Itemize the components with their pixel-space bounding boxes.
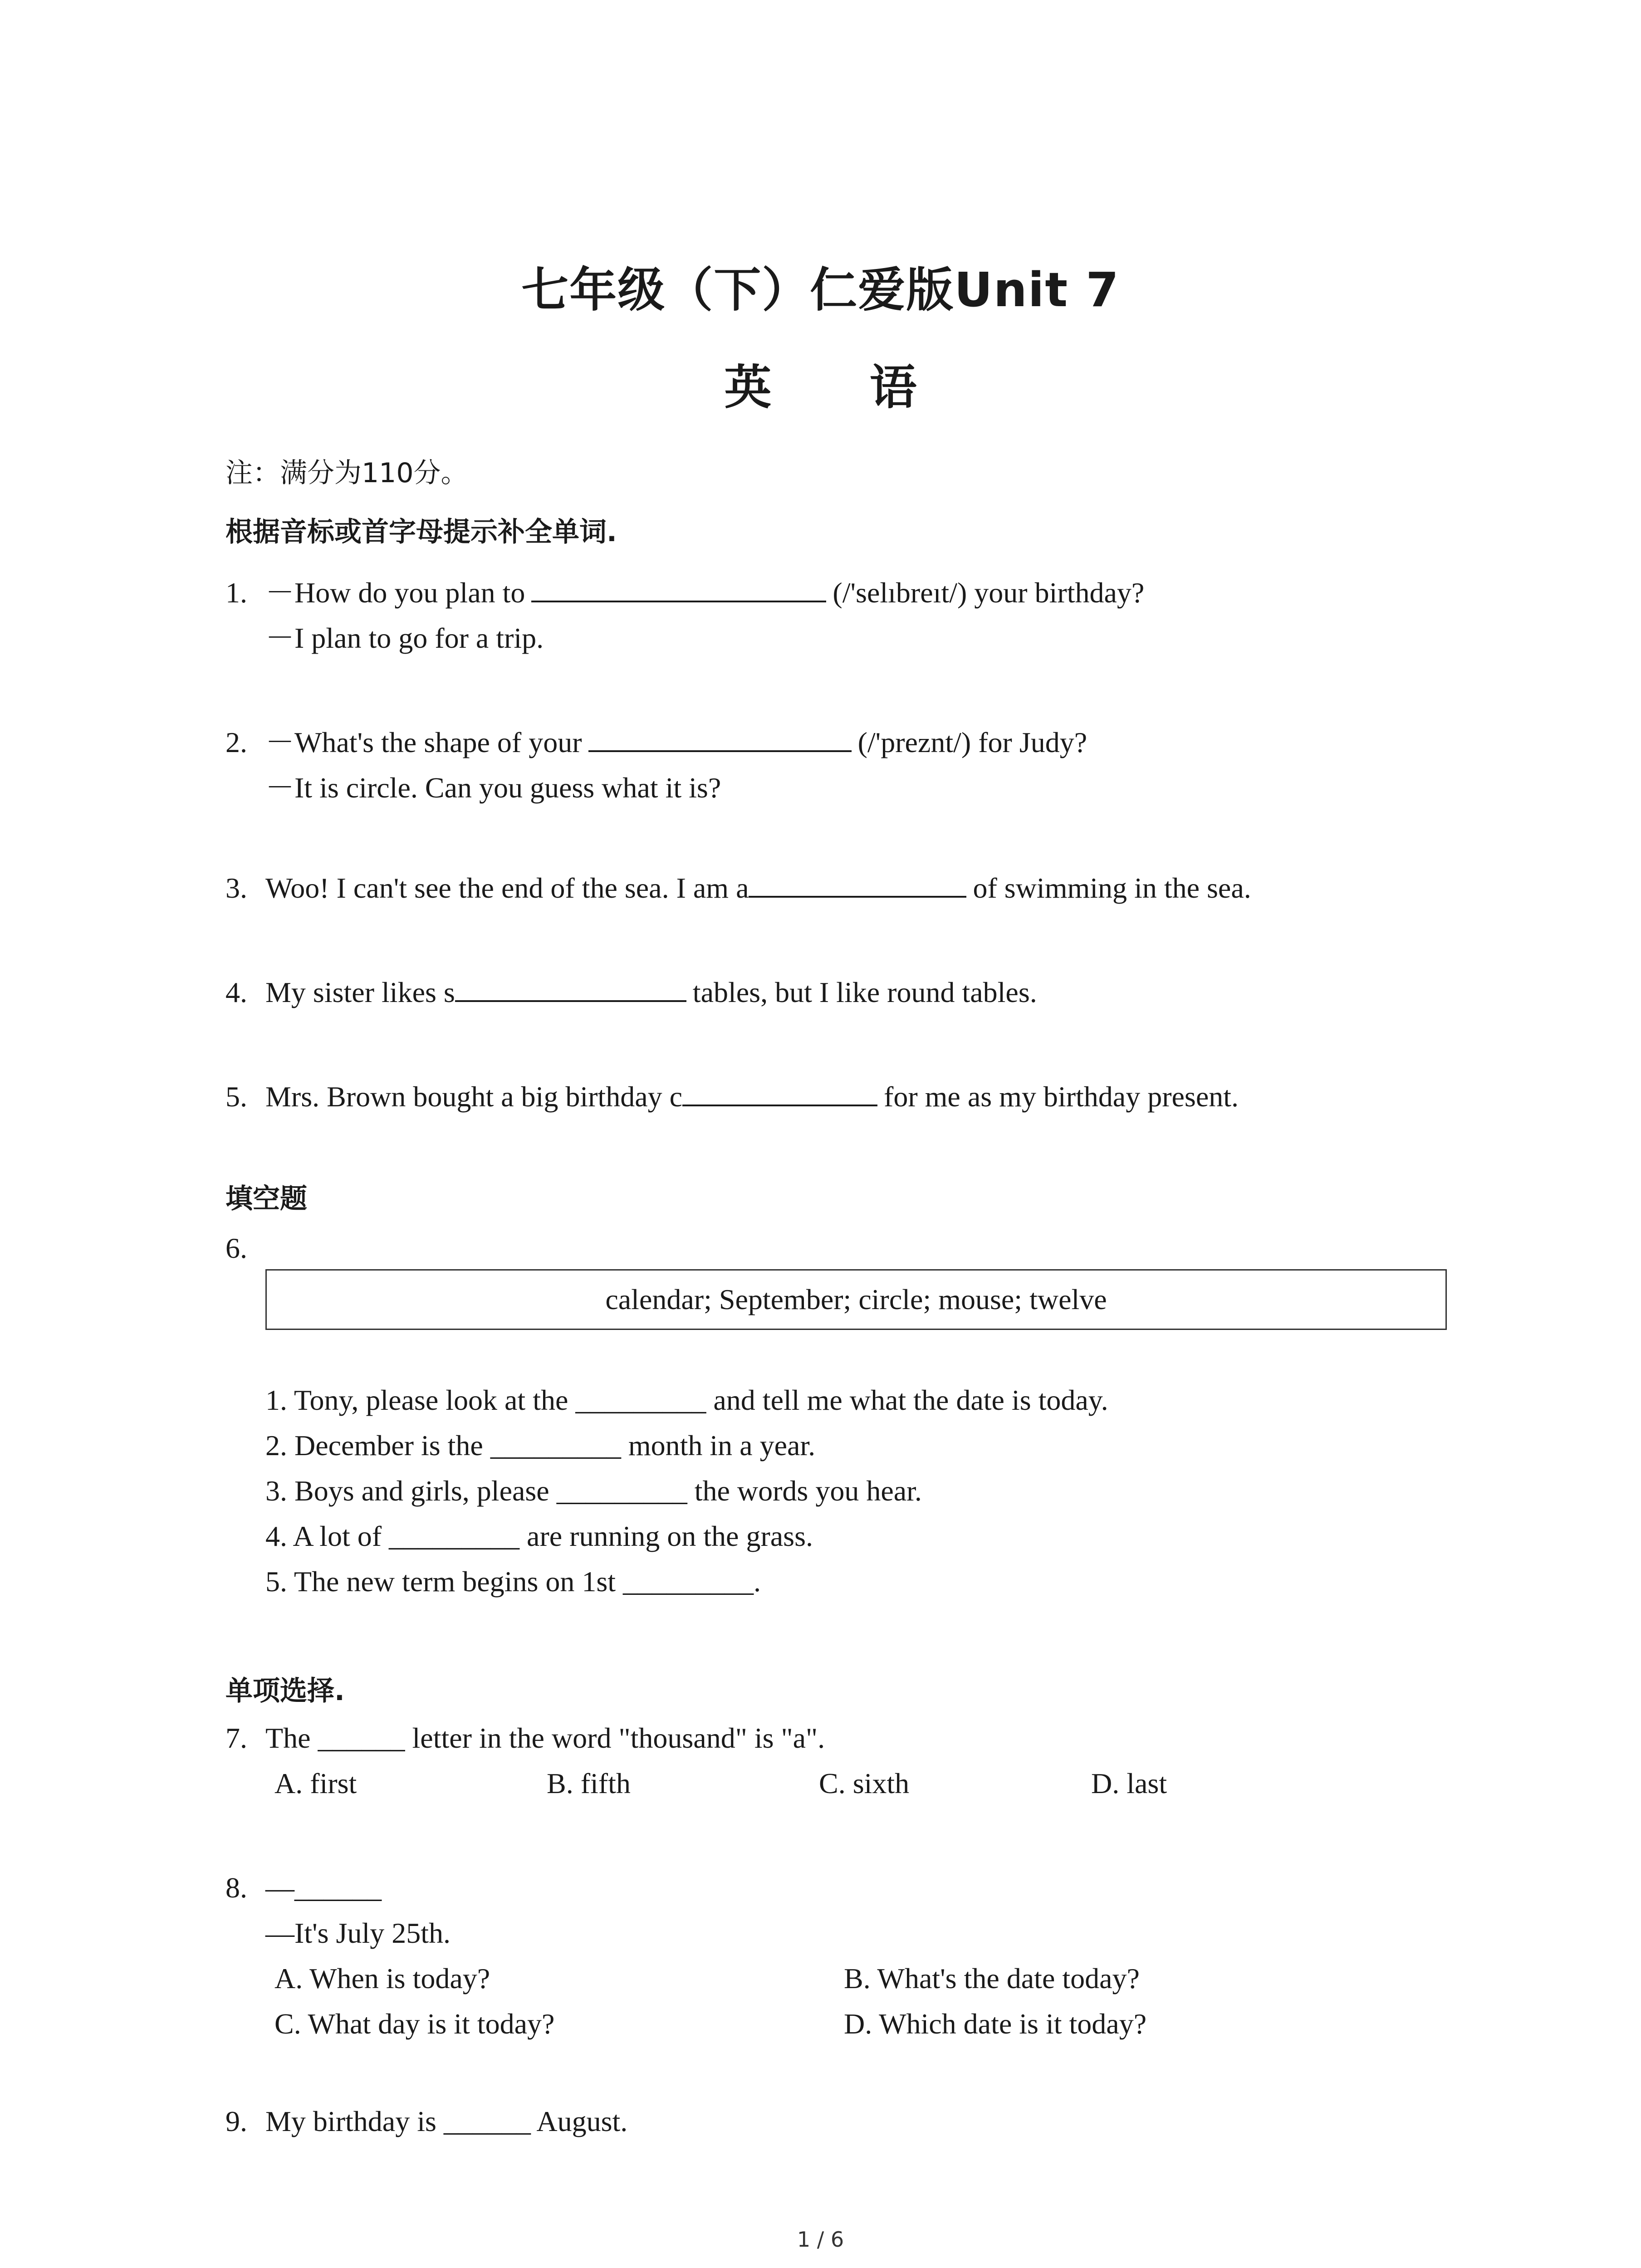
option-d[interactable]: D. last bbox=[1091, 1767, 1167, 1799]
answer-blank[interactable] bbox=[588, 723, 852, 752]
option-d[interactable]: D. Which date is it today? bbox=[844, 2008, 1147, 2040]
question-text-tail: for me as my birthday present. bbox=[884, 1080, 1239, 1113]
subject-title: 英 语 bbox=[724, 360, 958, 415]
question-number: 8. bbox=[225, 1872, 247, 1904]
question-number: 7. bbox=[225, 1722, 247, 1754]
fill-item-1: 1. Tony, please look at the _________ and tell me what the date is today. bbox=[265, 1384, 1108, 1416]
question-text-tail: (/'preznt/) for Judy? bbox=[857, 726, 1087, 758]
option-b[interactable]: B. What's the date today? bbox=[844, 1962, 1140, 1994]
question-text: －What's the shape of your bbox=[265, 726, 582, 758]
page-number: 1 / 6 bbox=[797, 2227, 844, 2252]
option-c[interactable]: C. sixth bbox=[819, 1767, 910, 1799]
question-text: —______ bbox=[265, 1872, 382, 1904]
question-6-number: 6. bbox=[225, 1232, 247, 1264]
question-3 bbox=[225, 869, 1251, 905]
option-c[interactable]: C. What day is it today? bbox=[274, 2008, 555, 2040]
fill-item-3: 3. Boys and girls, please _________ the words you hear. bbox=[265, 1475, 922, 1507]
question-2 bbox=[225, 719, 1087, 761]
answer-blank[interactable] bbox=[455, 973, 686, 1002]
question-number: 5. bbox=[225, 1080, 247, 1113]
question-text: Woo! I can't see the end of the sea. I am a bbox=[265, 872, 749, 904]
question-2-reply: －It is circle. Can you guess what it is? bbox=[265, 772, 721, 804]
section-heading-fill-in: 填空题 bbox=[225, 1183, 307, 1215]
question-4 bbox=[225, 973, 1037, 1009]
section-heading-multiple-choice: 单项选择. bbox=[225, 1675, 345, 1707]
question-text: My birthday is ______ August. bbox=[265, 2105, 628, 2137]
score-note: 注：满分为110分。 bbox=[225, 457, 468, 489]
question-number: 2. bbox=[225, 726, 247, 758]
section-heading-spelling: 根据音标或首字母提示补全单词. bbox=[225, 516, 617, 548]
option-b[interactable]: B. fifth bbox=[547, 1767, 631, 1799]
question-text: My sister likes s bbox=[265, 976, 455, 1008]
question-9 bbox=[225, 2105, 627, 2138]
fill-item-2: 2. December is the _________ month in a year. bbox=[265, 1429, 816, 1461]
question-1 bbox=[225, 569, 1144, 611]
question-1-reply: －I plan to go for a trip. bbox=[265, 622, 544, 654]
question-text-tail: of swimming in the sea. bbox=[973, 872, 1251, 904]
question-text: －How do you plan to bbox=[265, 577, 525, 609]
question-7 bbox=[225, 1721, 825, 1755]
answer-blank[interactable] bbox=[682, 1077, 877, 1106]
question-number: 4. bbox=[225, 976, 247, 1008]
question-number: 1. bbox=[225, 577, 247, 609]
option-a[interactable]: A. first bbox=[274, 1767, 357, 1799]
question-5 bbox=[225, 1077, 1239, 1114]
question-number: 3. bbox=[225, 872, 247, 904]
answer-blank[interactable] bbox=[531, 573, 826, 602]
question-text-tail: (/'selıbreıt/) your birthday? bbox=[833, 577, 1145, 609]
answer-blank[interactable] bbox=[749, 869, 966, 898]
question-8 bbox=[225, 1871, 382, 1905]
question-8-reply: —It's July 25th. bbox=[265, 1917, 451, 1949]
question-number: 9. bbox=[225, 2105, 247, 2137]
option-a[interactable]: A. When is today? bbox=[274, 1962, 490, 1994]
fill-item-5: 5. The new term begins on 1st _________. bbox=[265, 1565, 761, 1598]
question-text: Mrs. Brown bought a big birthday c bbox=[265, 1080, 682, 1113]
word-bank-box: calendar; September; circle; mouse; twelve bbox=[265, 1269, 1447, 1330]
question-text-tail: tables, but I like round tables. bbox=[692, 976, 1037, 1008]
fill-item-4: 4. A lot of _________ are running on the grass. bbox=[265, 1520, 813, 1552]
exam-title: 七年级（下）仁爱版Unit 7 bbox=[521, 262, 1120, 318]
question-text: The ______ letter in the word "thousand" is "a". bbox=[265, 1722, 825, 1754]
